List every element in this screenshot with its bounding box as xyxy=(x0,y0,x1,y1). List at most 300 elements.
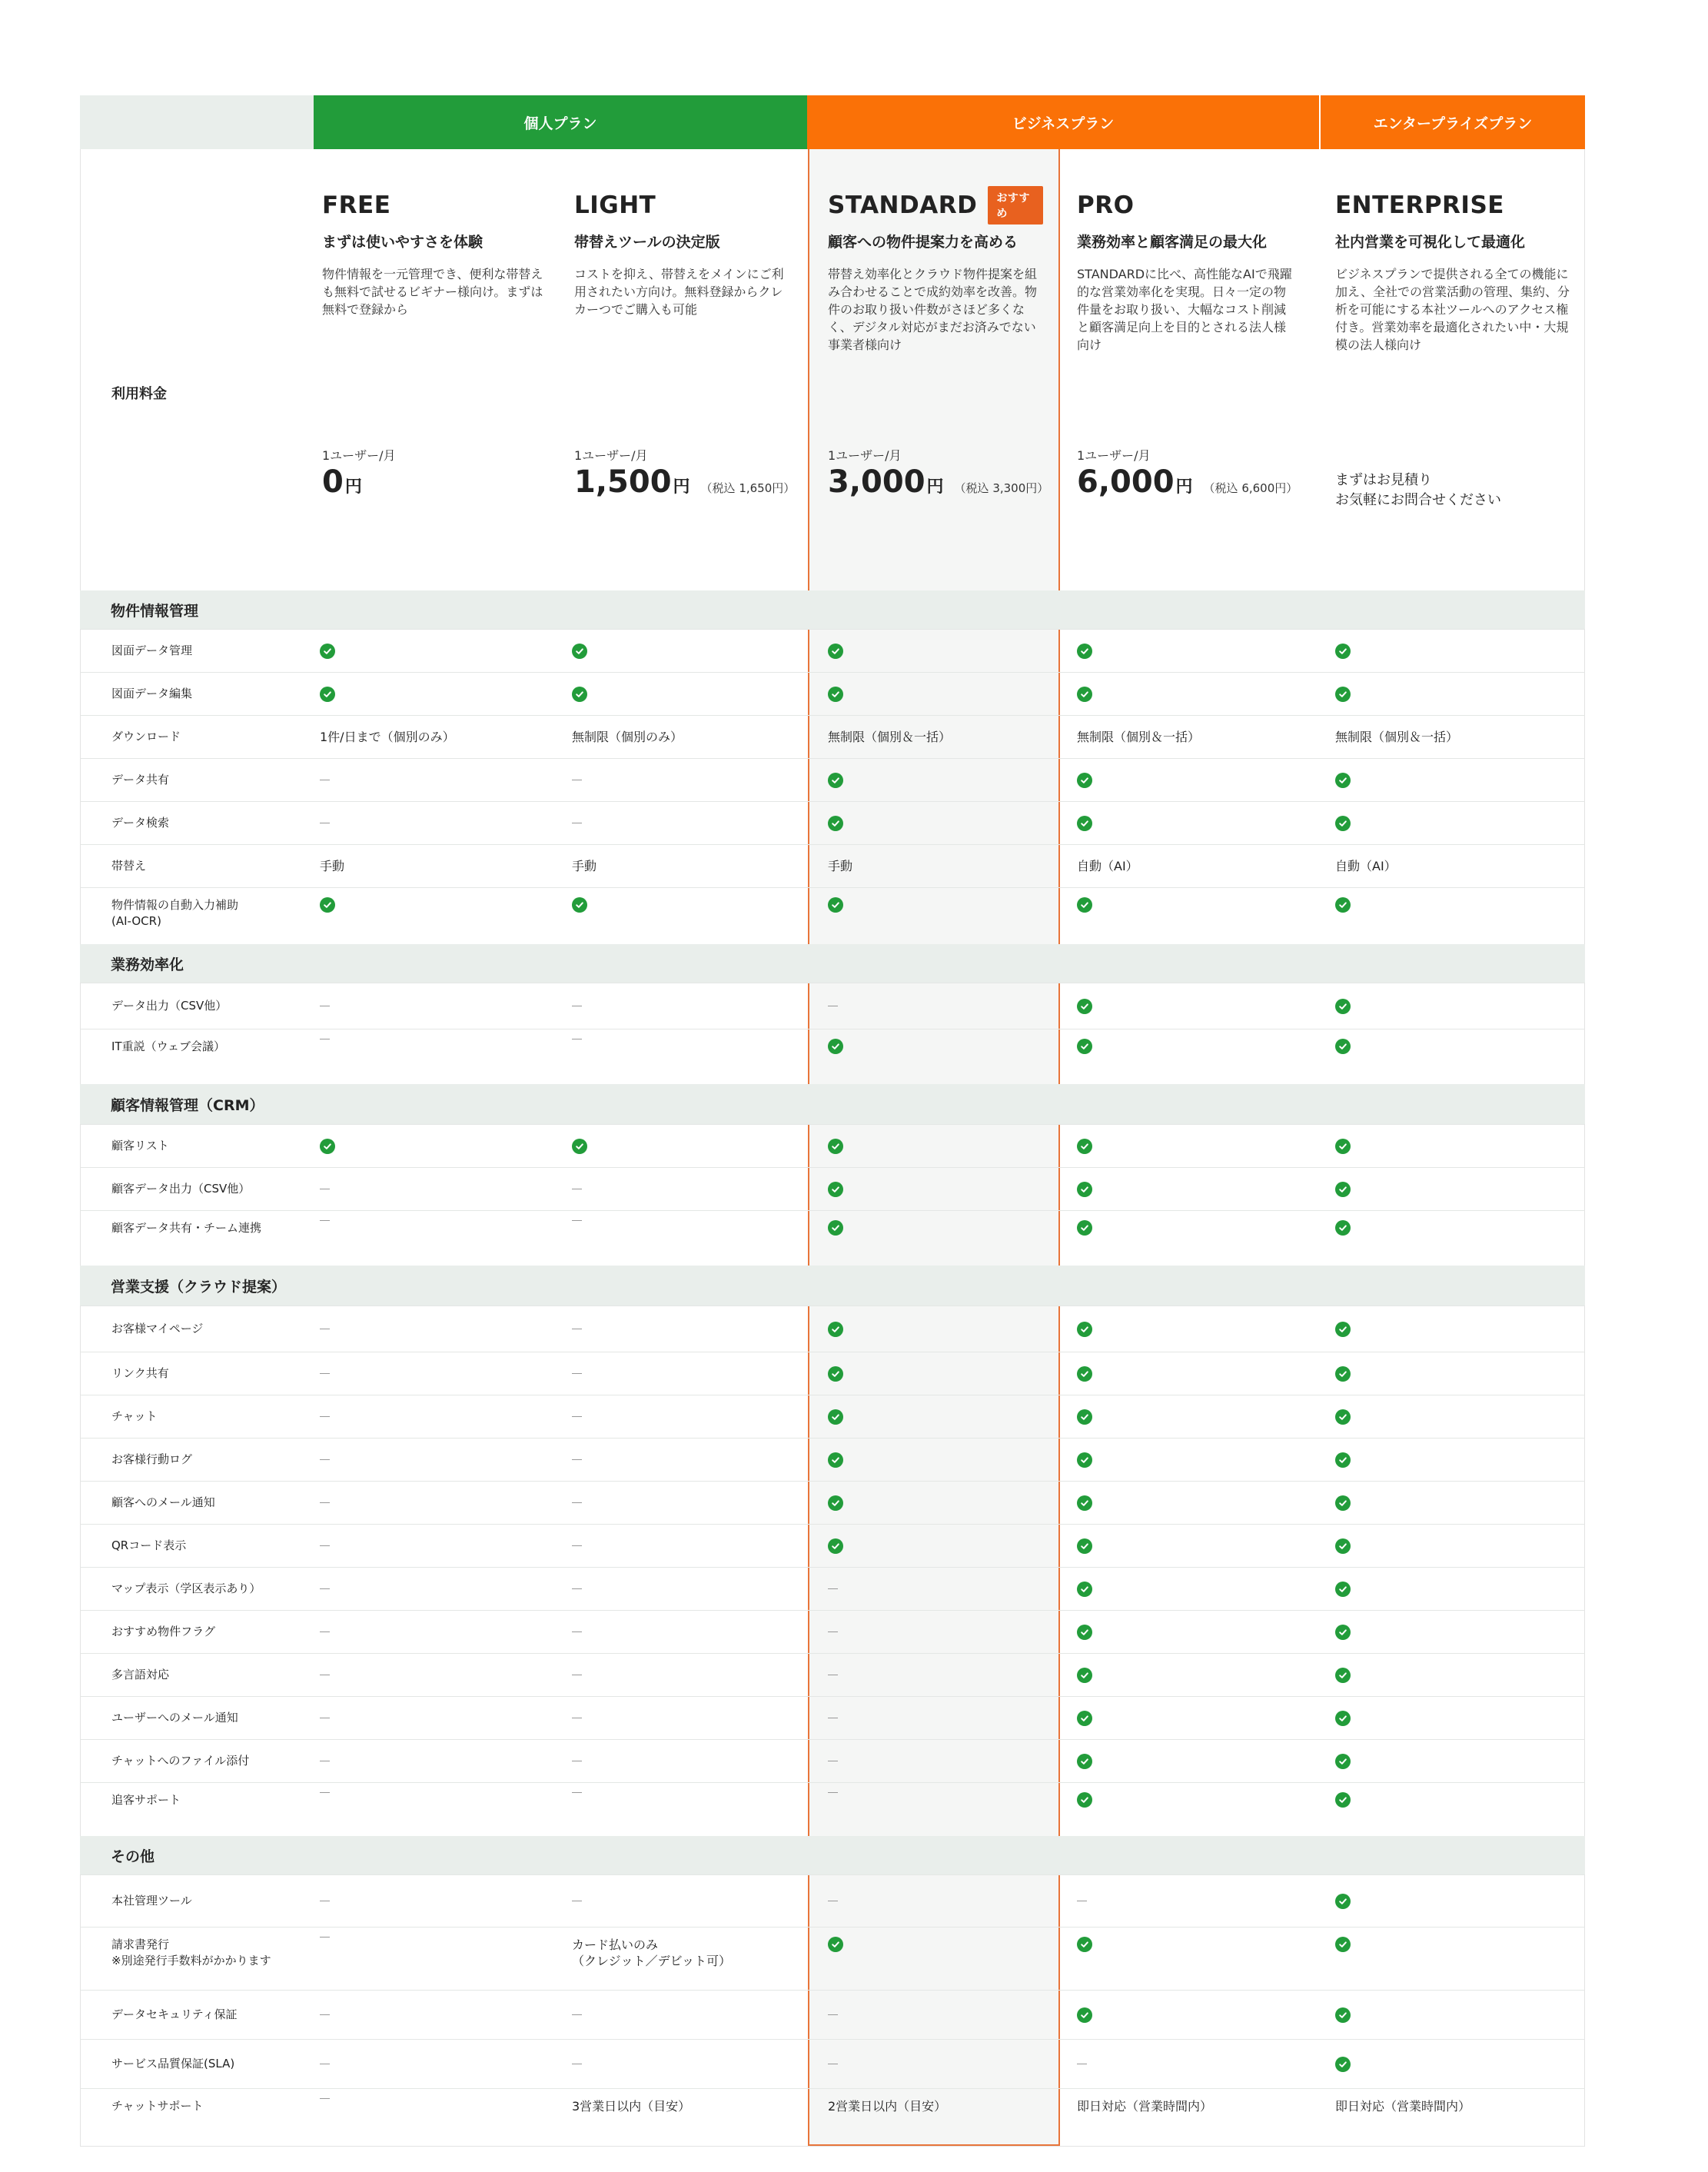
cell-standard xyxy=(808,2040,1060,2088)
cell-enterprise xyxy=(1335,888,1586,944)
fee-label: 利用料金 xyxy=(111,386,167,402)
cell-enterprise xyxy=(1335,1991,1586,2039)
check-icon xyxy=(572,897,587,913)
feature-label: 本社管理ツール xyxy=(111,1894,192,1908)
feature-label: お客様行動ログ xyxy=(111,1452,193,1466)
dash-icon xyxy=(828,1588,838,1589)
cell-pro xyxy=(1077,1697,1312,1739)
cell-standard xyxy=(808,983,1060,1029)
cell-free: 手動 xyxy=(320,859,345,873)
check-icon xyxy=(1335,1452,1351,1468)
dash-icon xyxy=(572,2014,582,2015)
price-yen: 円 xyxy=(344,477,362,497)
plan-name: LIGHT xyxy=(574,191,656,219)
cell-light xyxy=(572,983,808,1029)
feature-row xyxy=(80,983,1585,1029)
cell-enterprise xyxy=(1335,1168,1586,1210)
cell-enterprise xyxy=(1335,1654,1586,1696)
cell-pro xyxy=(1077,1306,1312,1352)
group-enterprise: エンタープライズプラン xyxy=(1319,95,1585,149)
feature-row xyxy=(80,1610,1585,1653)
cell-light xyxy=(572,1029,808,1084)
check-icon xyxy=(1335,773,1351,788)
cell-enterprise xyxy=(1335,1928,1586,1990)
check-icon xyxy=(1335,1366,1351,1382)
cell-free xyxy=(320,1395,567,1438)
check-icon xyxy=(1077,897,1092,913)
section-header: 業務効率化 xyxy=(80,944,1585,983)
cell-standard xyxy=(808,1439,1060,1481)
cell-pro xyxy=(1077,1439,1312,1481)
plan-name xyxy=(828,189,1043,221)
plan-name: ENTERPRISE xyxy=(1335,191,1504,219)
check-icon xyxy=(1077,1754,1092,1769)
check-icon xyxy=(320,1139,335,1154)
check-icon xyxy=(1335,1409,1351,1425)
cell-pro xyxy=(1077,1875,1312,1927)
enterprise-contact-note[interactable] xyxy=(1335,471,1501,511)
cell-light xyxy=(572,1568,808,1610)
cell-light xyxy=(572,1395,808,1438)
check-icon xyxy=(1335,816,1351,831)
cell-pro xyxy=(1077,1525,1312,1567)
cell-enterprise: 無制限（個別＆一括） xyxy=(1335,730,1459,744)
cell-pro xyxy=(1077,1029,1312,1084)
check-icon xyxy=(1077,1139,1092,1154)
cell-pro xyxy=(1077,1352,1312,1395)
check-icon xyxy=(828,644,843,659)
cell-light xyxy=(572,1211,808,1266)
plan-tagline: 帯替えツールの決定版 xyxy=(574,234,720,251)
check-icon xyxy=(828,687,843,702)
cell-standard xyxy=(808,1991,1060,2039)
dash-icon xyxy=(320,1545,330,1546)
check-icon xyxy=(572,1139,587,1154)
cell-standard xyxy=(808,1928,1060,1990)
cell-standard: 手動 xyxy=(808,845,1060,887)
cell-pro: 無制限（個別＆一括） xyxy=(1077,730,1201,744)
cell-free xyxy=(320,1928,567,1990)
feature-row xyxy=(80,715,1585,758)
cell-free xyxy=(320,1125,567,1167)
feature-label: 顧客へのメール通知 xyxy=(111,1495,215,1509)
check-icon xyxy=(320,687,335,702)
cell-standard xyxy=(808,1211,1060,1266)
feature-row xyxy=(80,672,1585,715)
cell-standard xyxy=(808,802,1060,844)
cell-free: 1件/日まで（個別のみ） xyxy=(320,730,455,744)
cell-free xyxy=(320,1740,567,1782)
price-yen: 円 xyxy=(926,477,944,497)
cell-free xyxy=(320,1875,567,1927)
cell-enterprise xyxy=(1335,1482,1586,1524)
check-icon xyxy=(828,1366,843,1382)
check-icon xyxy=(828,1220,843,1236)
check-icon xyxy=(1335,1894,1351,1909)
feature-row xyxy=(80,1739,1585,1782)
feature-row xyxy=(80,2039,1585,2088)
check-icon xyxy=(1335,687,1351,702)
plan-description: 物件情報を一元管理でき、便利な帯替えも無料で試せるビギナー様向け。まずは無料で登録から xyxy=(322,267,543,317)
feature-row xyxy=(80,1990,1585,2039)
cell-standard xyxy=(808,1029,1060,1084)
cell-standard: 無制限（個別＆一括） xyxy=(808,716,1060,758)
feature-row xyxy=(80,1352,1585,1395)
plan-price xyxy=(828,464,1048,500)
check-icon xyxy=(1077,1039,1092,1054)
cell-free xyxy=(320,1168,567,1210)
cell-enterprise xyxy=(1335,1352,1586,1395)
check-icon xyxy=(1335,1139,1351,1154)
dash-icon xyxy=(572,1373,582,1374)
feature-label: お客様マイページ xyxy=(111,1322,204,1335)
dash-icon xyxy=(320,1631,330,1632)
check-icon xyxy=(1077,1220,1092,1236)
cell-standard xyxy=(808,1352,1060,1395)
cell-pro xyxy=(1077,673,1312,715)
cell-pro xyxy=(1077,1168,1312,1210)
cell-free xyxy=(320,759,567,801)
feature-label: ユーザーへのメール通知 xyxy=(111,1711,238,1725)
check-icon xyxy=(828,1937,843,1952)
dash-icon xyxy=(572,1545,582,1546)
cell-enterprise xyxy=(1335,1611,1586,1653)
plan-group-header xyxy=(80,95,1585,149)
check-icon xyxy=(1335,1182,1351,1197)
check-icon xyxy=(1335,1322,1351,1337)
group-business: ビジネスプラン xyxy=(807,95,1319,149)
feature-label: 物件情報の自動入力補助 (AI-OCR) xyxy=(111,898,239,928)
cell-free xyxy=(320,983,567,1029)
cell-enterprise xyxy=(1335,759,1586,801)
feature-table xyxy=(80,590,1585,2147)
cell-pro xyxy=(1077,1482,1312,1524)
cell-light xyxy=(572,2040,808,2088)
check-icon xyxy=(1335,2057,1351,2072)
cell-pro xyxy=(1077,1395,1312,1438)
cell-standard xyxy=(808,1697,1060,1739)
per-user-label: 1ユーザー/月 xyxy=(574,448,648,463)
feature-label: 図面データ編集 xyxy=(111,687,193,700)
plan-tagline: 業務効率と顧客満足の最大化 xyxy=(1077,234,1268,251)
feature-row xyxy=(80,1524,1585,1567)
check-icon xyxy=(828,1409,843,1425)
check-icon xyxy=(1335,1039,1351,1054)
check-icon xyxy=(1077,1711,1092,1726)
cell-light xyxy=(572,759,808,801)
cell-light xyxy=(572,888,808,944)
feature-row xyxy=(80,801,1585,844)
cell-standard xyxy=(808,1568,1060,1610)
cell-light xyxy=(572,1352,808,1395)
feature-label: 顧客データ出力（CSV他） xyxy=(111,1182,251,1196)
pricing-comparison-table xyxy=(80,95,1585,2147)
cell-enterprise xyxy=(1335,1697,1586,1739)
plan-name: FREE xyxy=(322,191,391,219)
feature-row xyxy=(80,758,1585,801)
price-yen: 円 xyxy=(673,477,690,497)
cell-pro xyxy=(1077,759,1312,801)
dash-icon xyxy=(320,2098,330,2099)
cell-light xyxy=(572,1740,808,1782)
check-icon xyxy=(1077,999,1092,1014)
price-yen: 円 xyxy=(1175,477,1193,497)
dash-icon xyxy=(572,1416,582,1417)
dash-icon xyxy=(572,1459,582,1460)
cell-pro xyxy=(1077,802,1312,844)
feature-label: 顧客リスト xyxy=(111,1139,169,1153)
cell-enterprise xyxy=(1335,1740,1586,1782)
cell-pro xyxy=(1077,1211,1312,1266)
cell-free xyxy=(320,1029,567,1084)
feature-row xyxy=(80,844,1585,887)
cell-enterprise xyxy=(1335,1783,1586,1836)
cell-pro xyxy=(1077,1928,1312,1990)
check-icon xyxy=(320,897,335,913)
cell-enterprise xyxy=(1335,1568,1586,1610)
dash-icon xyxy=(320,1220,330,1221)
check-icon xyxy=(1335,1495,1351,1511)
cell-enterprise xyxy=(1335,1525,1586,1567)
section-header: 顧客情報管理（CRM） xyxy=(80,1084,1585,1124)
cell-light xyxy=(572,1783,808,1836)
plan-standard xyxy=(808,149,1060,590)
cell-light xyxy=(572,1482,808,1524)
cell-standard xyxy=(808,1395,1060,1438)
feature-row xyxy=(80,1874,1585,1927)
feature-row xyxy=(80,1395,1585,1438)
dash-icon xyxy=(320,1502,330,1503)
cell-free xyxy=(320,673,567,715)
cell-enterprise xyxy=(1335,1395,1586,1438)
check-icon xyxy=(1335,2007,1351,2023)
cell-standard xyxy=(808,1168,1060,1210)
cell-free xyxy=(320,1211,567,1266)
cell-standard xyxy=(808,1125,1060,1167)
feature-label: データ出力（CSV他） xyxy=(111,999,228,1013)
price-number: 1,500 xyxy=(574,464,672,500)
feature-row xyxy=(80,1696,1585,1739)
cell-enterprise xyxy=(1335,1306,1586,1352)
recommended-badge: おすすめ xyxy=(988,186,1043,225)
check-icon xyxy=(1077,644,1092,659)
section-header: その他 xyxy=(80,1836,1585,1874)
per-user-label: 1ユーザー/月 xyxy=(322,448,396,463)
check-icon xyxy=(572,644,587,659)
cell-pro xyxy=(1077,2040,1312,2088)
cell-light xyxy=(572,1697,808,1739)
check-icon xyxy=(1335,1220,1351,1236)
dash-icon xyxy=(320,1792,330,1793)
cell-light xyxy=(572,1439,808,1481)
cell-light xyxy=(572,1125,808,1167)
cell-enterprise: 即日対応（営業時間内） xyxy=(1335,2099,1471,2114)
cell-free xyxy=(320,1568,567,1610)
price-number: 3,000 xyxy=(828,464,925,500)
check-icon xyxy=(320,644,335,659)
cell-pro xyxy=(1077,1783,1312,1836)
cell-standard xyxy=(808,1611,1060,1653)
plan-price xyxy=(322,464,362,500)
dash-icon xyxy=(320,1373,330,1374)
feature-label: IT重説（ウェブ会議） xyxy=(111,1039,225,1053)
check-icon xyxy=(828,1538,843,1554)
feature-label: 顧客データ共有・チーム連携 xyxy=(111,1221,262,1235)
check-icon xyxy=(1077,1452,1092,1468)
cell-light xyxy=(572,630,808,672)
cell-free xyxy=(320,1482,567,1524)
check-icon xyxy=(1077,1366,1092,1382)
plan-name: PRO xyxy=(1077,191,1135,219)
dash-icon xyxy=(828,1631,838,1632)
cell-free xyxy=(320,1654,567,1696)
check-icon xyxy=(1077,1582,1092,1597)
check-icon xyxy=(1077,1792,1092,1808)
dash-icon xyxy=(572,1220,582,1221)
cell-light: カード払いのみ （クレジット／デビット可） xyxy=(572,1938,731,1968)
check-icon xyxy=(1077,2007,1092,2023)
cell-standard xyxy=(808,1783,1060,1836)
plan-description: ビジネスプランで提供される全ての機能に加え、全社での営業活動の管理、集約、分析を可能にする本社ツールへのアクセス権付き。営業効率を最適化されたい中・大規模の法人様向け xyxy=(1335,267,1570,352)
feature-label: 多言語対応 xyxy=(111,1668,170,1681)
check-icon xyxy=(1335,1582,1351,1597)
feature-row xyxy=(80,1029,1585,1084)
check-icon xyxy=(1335,1538,1351,1554)
contact-note-line2: お気軽にお問合せください xyxy=(1335,492,1501,508)
check-icon xyxy=(1077,1182,1092,1197)
cell-light xyxy=(572,1525,808,1567)
cell-free xyxy=(320,1783,567,1836)
cell-standard xyxy=(808,1482,1060,1524)
check-icon xyxy=(828,1039,843,1054)
cell-standard xyxy=(808,1654,1060,1696)
dash-icon xyxy=(320,1588,330,1589)
cell-free xyxy=(320,802,567,844)
plan-price xyxy=(574,464,795,500)
feature-label: チャット xyxy=(111,1409,158,1423)
dash-icon xyxy=(320,1459,330,1460)
check-icon xyxy=(1335,1754,1351,1769)
cell-light: 無制限（個別のみ） xyxy=(572,730,683,744)
cell-free xyxy=(320,888,567,944)
feature-label: マップ表示（学区表示あり） xyxy=(111,1582,261,1595)
plan-tagline: 顧客への物件提案力を高める xyxy=(828,234,1018,251)
feature-label: データ検索 xyxy=(111,816,170,830)
cell-free xyxy=(320,1525,567,1567)
plan-free xyxy=(314,149,567,590)
cell-standard xyxy=(808,1875,1060,1927)
check-icon xyxy=(1077,773,1092,788)
feature-label: 図面データ管理 xyxy=(111,644,193,657)
feature-row xyxy=(80,887,1585,944)
cell-enterprise xyxy=(1335,1029,1586,1084)
cell-enterprise xyxy=(1335,673,1586,715)
feature-row xyxy=(80,1481,1585,1524)
check-icon xyxy=(828,897,843,913)
plan-pro xyxy=(1060,149,1312,590)
cell-pro xyxy=(1077,983,1312,1029)
cell-pro: 自動（AI） xyxy=(1077,859,1138,873)
feature-label: データセキュリティ保証 xyxy=(111,2007,238,2021)
check-icon xyxy=(828,1182,843,1197)
check-icon xyxy=(828,1452,843,1468)
dash-icon xyxy=(572,1588,582,1589)
plan-headers xyxy=(80,149,1585,590)
cell-free xyxy=(320,1352,567,1395)
check-icon xyxy=(1077,1668,1092,1683)
cell-pro: 即日対応（営業時間内） xyxy=(1077,2099,1213,2114)
feature-label: おすすめ物件フラグ xyxy=(111,1625,216,1638)
feature-row xyxy=(80,629,1585,672)
check-icon xyxy=(1335,1711,1351,1726)
price-number: 0 xyxy=(322,464,344,500)
feature-row xyxy=(80,1927,1585,1990)
cell-pro xyxy=(1077,630,1312,672)
dash-icon xyxy=(572,1631,582,1632)
cell-pro xyxy=(1077,1654,1312,1696)
cell-standard xyxy=(808,1306,1060,1352)
cell-free xyxy=(320,1697,567,1739)
dash-icon xyxy=(320,1937,330,1938)
plan-price xyxy=(1077,464,1298,500)
feature-label: ダウンロード xyxy=(111,730,181,743)
feature-label: QRコード表示 xyxy=(111,1538,187,1552)
feature-row xyxy=(80,1124,1585,1167)
check-icon xyxy=(1335,897,1351,913)
cell-enterprise xyxy=(1335,2040,1586,2088)
feature-label: 請求書発行 ※別途発行手数料がかかります xyxy=(111,1938,271,1967)
feature-label: サービス品質保証(SLA) xyxy=(111,2057,235,2071)
cell-free xyxy=(320,1611,567,1653)
plan-light xyxy=(567,149,808,590)
dash-icon xyxy=(320,2014,330,2015)
cell-pro xyxy=(1077,1125,1312,1167)
dash-icon xyxy=(320,1416,330,1417)
cell-standard xyxy=(808,888,1060,944)
check-icon xyxy=(572,687,587,702)
plan-enterprise xyxy=(1312,149,1586,590)
dash-icon xyxy=(828,2014,838,2015)
group-personal: 個人プラン xyxy=(314,95,807,149)
cell-enterprise xyxy=(1335,630,1586,672)
cell-free xyxy=(320,2040,567,2088)
feature-row xyxy=(80,2088,1585,2147)
section-header: 営業支援（クラウド提案） xyxy=(80,1266,1585,1306)
cell-light xyxy=(572,1654,808,1696)
dash-icon xyxy=(572,1792,582,1793)
check-icon xyxy=(1077,687,1092,702)
check-icon xyxy=(1077,1937,1092,1952)
feature-label: 帯替え xyxy=(111,859,147,873)
cell-enterprise xyxy=(1335,802,1586,844)
cell-light xyxy=(572,1168,808,1210)
feature-row xyxy=(80,1210,1585,1266)
check-icon xyxy=(1077,1322,1092,1337)
per-user-label: 1ユーザー/月 xyxy=(1077,448,1151,463)
feature-label: チャットサポート xyxy=(111,2099,204,2113)
cell-enterprise xyxy=(1335,1125,1586,1167)
cell-light xyxy=(572,1611,808,1653)
plan-name-text: STANDARD xyxy=(828,191,978,219)
feature-row xyxy=(80,1306,1585,1352)
plan-tagline: まずは使いやすさを体験 xyxy=(322,234,483,251)
plan-description: STANDARDに比べ、高性能なAIで飛躍的な営業効率化を実現。日々一定の物件量をお取り扱い、大幅なコスト削減と顧客満足向上を目的とされる法人様向け xyxy=(1077,267,1292,352)
check-icon xyxy=(1077,1495,1092,1511)
check-icon xyxy=(1335,1792,1351,1808)
cell-pro xyxy=(1077,888,1312,944)
check-icon xyxy=(828,1495,843,1511)
check-icon xyxy=(1335,999,1351,1014)
